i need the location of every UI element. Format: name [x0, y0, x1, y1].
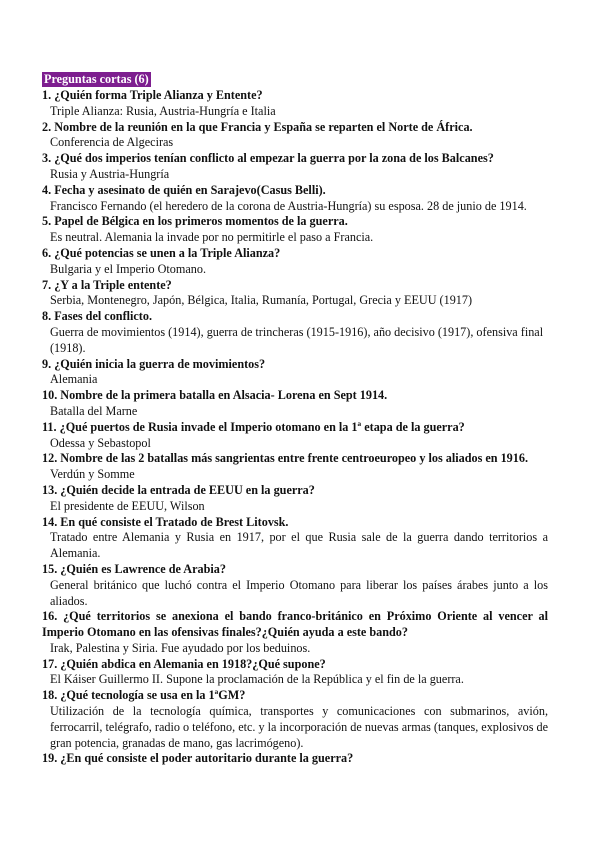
answer-5: Es neutral. Alemania la invade por no permitirle el paso a Francia. — [50, 230, 374, 245]
question-19: 19. ¿En qué consiste el poder autoritario durante la guerra? — [42, 751, 354, 766]
question-8: 8. Fases del conflicto. — [42, 309, 153, 324]
question-item-19 — [42, 751, 548, 767]
question-2: 2. Nombre de la reunión en la que Francia y España se reparten el Norte de África. — [42, 119, 473, 134]
question-15: 15. ¿Quién es Lawrence de Arabia? — [42, 561, 226, 576]
question-item-15 — [42, 562, 548, 609]
question-16: 16. ¿Qué territorios se anexiona el bando franco-británico en Próximo Oriente al vencer al Imperio Otomano en las ofensivas finales?¿Quién ayuda a este bando? — [42, 609, 548, 640]
answer-16: Irak, Palestina y Siria. Fue ayudado por los beduinos. — [50, 640, 311, 655]
answer-11: Odessa y Sebastopol — [50, 435, 151, 450]
question-9: 9. ¿Quién inicia la guerra de movimientos? — [42, 356, 266, 371]
answer-4: Francisco Fernando (el heredero de la corona de Austria-Hungría) su esposa. 28 de junio de 1914. — [50, 198, 527, 213]
question-item-18 — [42, 688, 548, 751]
question-17: 17. ¿Quién abdica en Alemania en 1918?¿Qué supone? — [42, 656, 326, 671]
question-item-4 — [42, 183, 548, 215]
answer-18: Utilización de la tecnología química, transportes y comunicaciones con submarinos, avión, ferrocarril, telégrafo, radio o teléfono, etc. y la incorporación de nuevas armas (tanques, explosivos de gran potencia, granadas de mano, gas lacrimógeno). — [50, 704, 548, 750]
question-item-7 — [42, 278, 548, 310]
question-14: 14. En qué consiste el Tratado de Brest Litovsk. — [42, 514, 289, 529]
answer-12: Verdún y Somme — [50, 467, 135, 482]
question-item-16 — [42, 609, 548, 656]
question-13: 13. ¿Quién decide la entrada de EEUU en la guerra? — [42, 482, 315, 497]
question-item-17 — [42, 657, 548, 689]
question-5: 5. Papel de Bélgica en los primeros momentos de la guerra. — [42, 214, 348, 229]
section-heading: Preguntas cortas (6) — [44, 72, 149, 86]
answer-6: Bulgaria y el Imperio Otomano. — [50, 261, 207, 276]
question-6: 6. ¿Qué potencias se unen a la Triple Alianza? — [42, 245, 281, 260]
document-page — [42, 72, 548, 767]
question-item-11 — [42, 420, 548, 452]
question-18: 18. ¿Qué tecnología se usa en la 1ªGM? — [42, 688, 246, 703]
answer-3: Rusia y Austria-Hungría — [50, 166, 170, 181]
question-item-12 — [42, 451, 548, 483]
question-1: 1. ¿Quién forma Triple Alianza y Entente? — [42, 88, 263, 102]
answer-7: Serbia, Montenegro, Japón, Bélgica, Italia, Rumanía, Portugal, Grecia y EEUU (1917) — [50, 293, 473, 308]
question-11: 11. ¿Qué puertos de Rusia invade el Imperio otomano en la 1ª etapa de la guerra? — [42, 419, 465, 434]
question-item-2 — [42, 120, 548, 152]
question-12: 12. Nombre de las 2 batallas más sangrientas entre frente centroeuropeo y los aliados en 1916. — [42, 451, 529, 466]
question-7: 7. ¿Y a la Triple entente? — [42, 277, 172, 292]
question-item-3 — [42, 151, 548, 183]
question-item-9 — [42, 357, 548, 389]
answer-8: Guerra de movimientos (1914), guerra de trincheras (1915-1916), año decisivo (1917), ofensiva final (1918). — [50, 324, 544, 355]
question-item-8 — [42, 309, 548, 356]
question-item-1 — [42, 88, 548, 120]
question-item-14 — [42, 515, 548, 562]
question-item-5 — [42, 214, 548, 246]
question-item-13 — [42, 483, 548, 515]
question-3: 3. ¿Qué dos imperios tenían conflicto al empezar la guerra por la zona de los Balcanes? — [42, 151, 494, 166]
question-4: 4. Fecha y asesinato de quién en Sarajevo(Casus Belli). — [42, 182, 326, 197]
answer-2: Conferencia de Algeciras — [50, 135, 174, 150]
answer-10: Batalla del Marne — [50, 403, 138, 418]
question-item-10 — [42, 388, 548, 420]
answer-9: Alemania — [50, 372, 98, 387]
answer-1: Triple Alianza: Rusia, Austria-Hungría e Italia — [50, 103, 276, 118]
question-item-6 — [42, 246, 548, 278]
answer-13: El presidente de EEUU, Wilson — [50, 498, 205, 513]
answer-17: El Káiser Guillermo II. Supone la proclamación de la República y el fin de la guerra. — [50, 672, 464, 687]
question-10: 10. Nombre de la primera batalla en Alsacia- Lorena en Sept 1914. — [42, 388, 388, 403]
answer-14: Tratado entre Alemania y Rusia en 1917, por el que Rusia sale de la guerra dando territorios a Alemania. — [50, 530, 548, 561]
answer-15: General británico que luchó contra el Imperio Otomano para liberar los países árabes junto a los aliados. — [50, 577, 548, 608]
